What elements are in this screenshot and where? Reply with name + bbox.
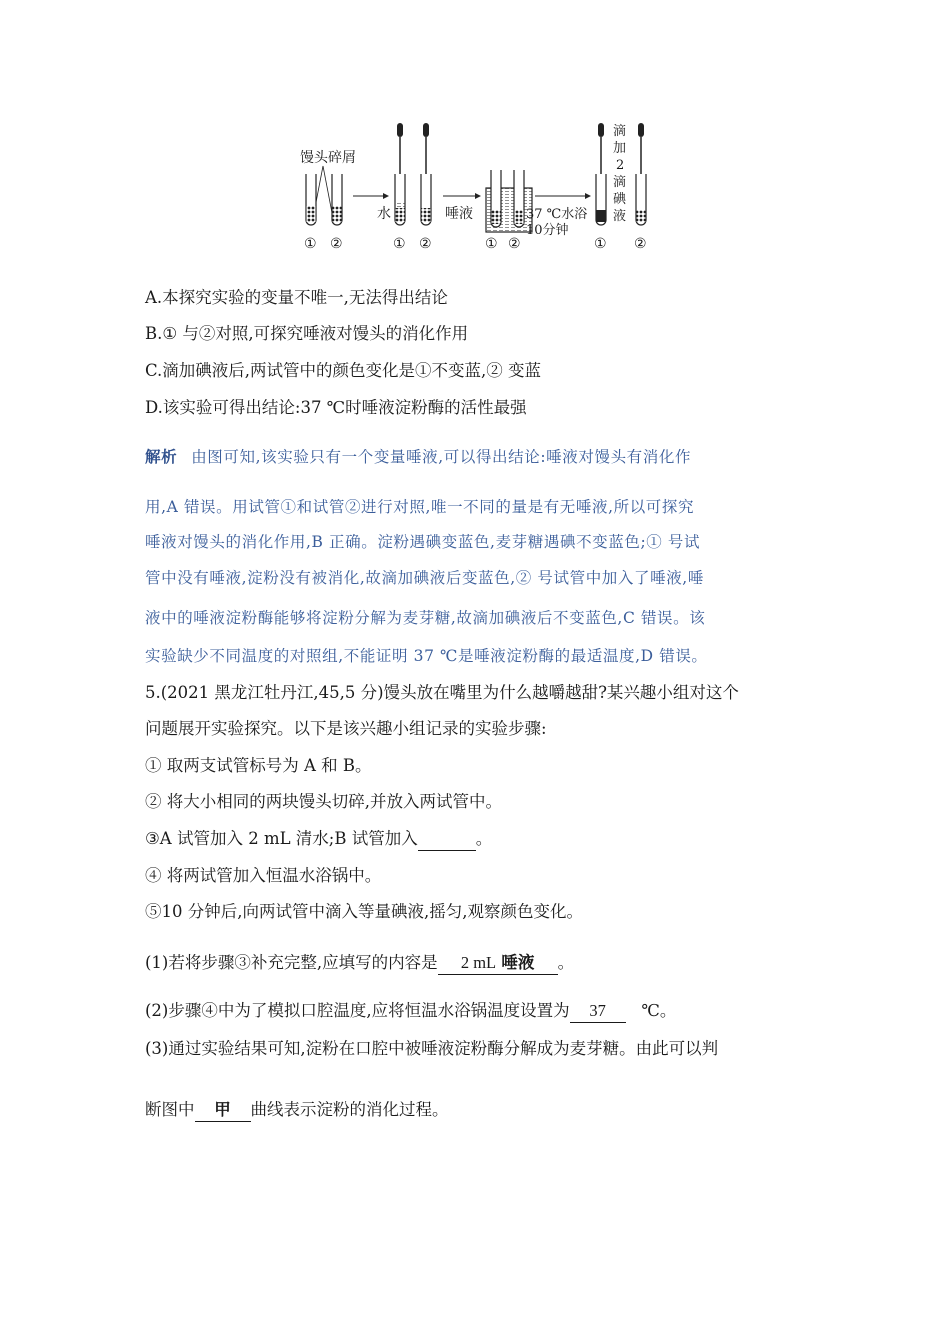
label-bread-crumbs: 馒头碎屑 [300,150,356,166]
q5-step-2: ② 将大小相同的两块馒头切碎,并放入两试管中。 [145,792,502,811]
tube-2-label-step2: ② [419,236,432,252]
answer-blank-3 [195,1099,251,1122]
tube-2-label-step4: ② [634,236,647,252]
analysis-text: 由图可知,该实验只有一个变量唾液,可以得出结论:唾液对馒头有消化作 [191,448,692,466]
q5-sub-1 [145,952,574,975]
q5-step-5: ⑤10 分钟后,向两试管中滴入等量碘液,摇匀,观察颜色变化。 [145,902,583,921]
label-iodine-vertical [613,124,627,224]
label-bath-temp: 37 ℃水浴 [526,207,588,222]
answer-1-amount: 2 mL [460,953,497,972]
tube-group-step2 [393,123,432,252]
answer-blank-1 [438,952,558,975]
tube-group-step1 [304,174,343,252]
iodine-char: 液 [613,209,627,224]
q5-sub-3-text: 断图中 [145,1100,195,1119]
tube-1-label-step3: ① [485,236,498,252]
analysis-line-6: 实验缺少不同温度的对照组,不能证明 37 ℃是唾液淀粉酶的最适温度,D 错误。 [145,647,708,665]
answer-3-value: 甲 [214,1100,231,1119]
tube-1-label: ① [304,236,317,252]
q5-sub-3-line-2 [145,1099,449,1122]
tube-1-label-step4: ① [594,236,607,252]
q5-stem-line-1: 5.(2021 黑龙江牡丹江,45,5 分)馒头放在嘴里为什么越嚼越甜?某兴趣小组对这个 [145,683,739,702]
analysis-line-4: 管中没有唾液,淀粉没有被消化,故滴加碘液后变蓝色,② 号试管中加入了唾液,唾 [145,569,704,587]
q5-step-4: ④ 将两试管加入恒温水浴锅中。 [145,866,382,885]
analysis-line-2: 用,A 错误。用试管①和试管②进行对照,唯一不同的量是有无唾液,所以可探究 [145,498,695,516]
q5-step-3 [145,828,492,851]
tube-1-label-step2: ① [393,236,406,252]
option-c: C.滴加碘液后,两试管中的颜色变化是①不变蓝,② 变蓝 [145,361,542,380]
q5-sub-2-unit: ℃。 [641,1001,677,1020]
q5-stem-line-2: 问题展开实验探究。以下是该兴趣小组记录的实验步骤: [145,719,547,738]
iodine-char: 滴 [613,175,627,190]
label-bath-time: 10分钟 [526,223,569,238]
iodine-char: 加 [613,141,627,156]
iodine-char: 碘 [613,192,627,207]
iodine-char: 2 [616,158,625,173]
q5-step-1: ① 取两支试管标号为 A 和 B。 [145,756,372,775]
q5-step-3-text: ③A 试管加入 2 mL 清水;B 试管加入 [145,829,418,848]
iodine-char: 滴 [613,124,627,139]
option-b: B.① 与②对照,可探究唾液对馒头的消化作用 [145,324,469,343]
tube-2-label-step3: ② [508,236,521,252]
tube-2-label: ② [330,236,343,252]
water-bath-group [485,170,532,252]
answer-2-value: 37 [589,1001,606,1020]
answer-blank-2 [570,1000,626,1023]
q5-sub-1-end: 。 [557,953,575,972]
experiment-figure [295,118,665,260]
option-d: D.该实验可得出结论:37 ℃时唾液淀粉酶的活性最强 [145,398,527,417]
analysis-label: 解析 [145,448,178,466]
analysis-line-5: 液中的唾液淀粉酶能够将淀粉分解为麦芽糖,故滴加碘液后不变蓝色,C 错误。该 [145,609,706,627]
analysis-line-1 [145,446,691,468]
step-3-blank [418,828,476,851]
q5-sub-2 [145,1000,676,1023]
analysis-line-3: 唾液对馒头的消化作用,B 正确。淀粉遇碘变蓝色,麦芽糖遇碘不变蓝色;① 号试 [145,533,701,551]
q5-sub-3-end: 曲线表示淀粉的消化过程。 [250,1100,449,1119]
label-water: 水 [377,206,391,222]
answer-1-word: 唾液 [501,953,535,972]
label-saliva: 唾液 [445,206,473,222]
q5-sub-2-text: (2)步骤④中为了模拟口腔温度,应将恒温水浴锅温度设置为 [145,1001,570,1020]
q5-sub-3-line-1: (3)通过实验结果可知,淀粉在口腔中被唾液淀粉酶分解成为麦芽糖。由此可以判 [145,1039,719,1058]
q5-sub-1-text: (1)若将步骤③补充完整,应填写的内容是 [145,953,438,972]
q5-step-3-end: 。 [475,829,493,848]
option-a: A.本探究实验的变量不唯一,无法得出结论 [145,288,448,307]
